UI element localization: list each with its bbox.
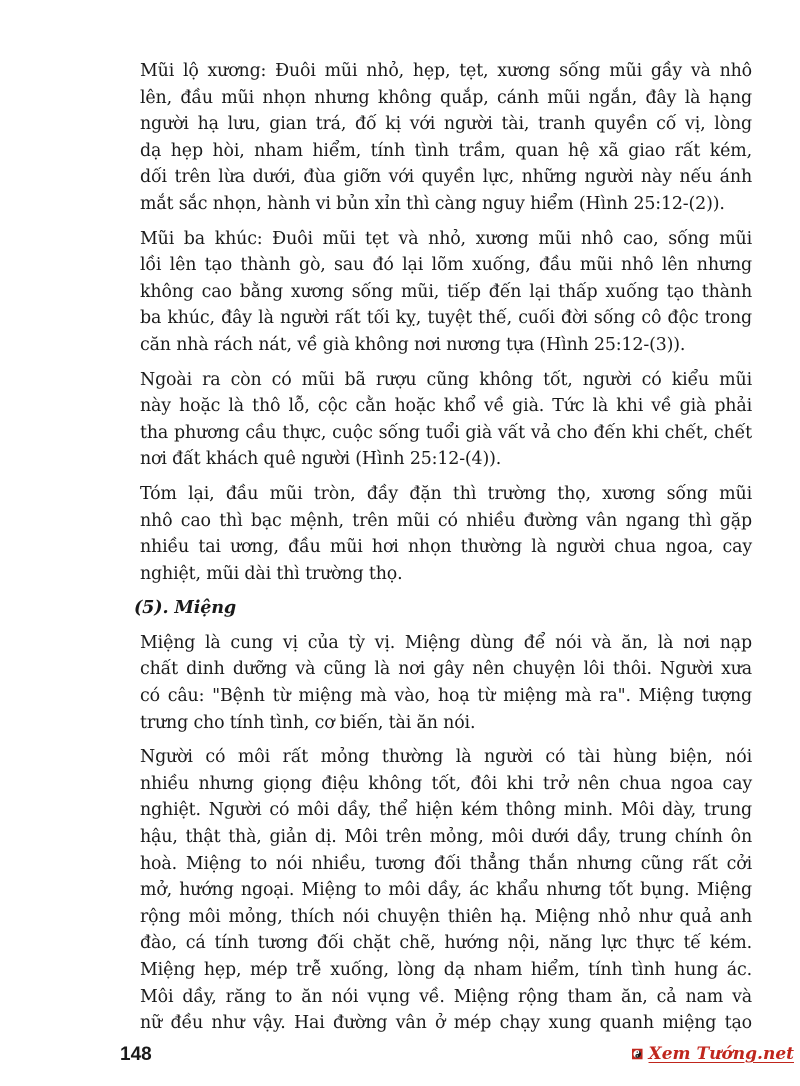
text-line: Miệng hẹp, mép trễ xuống, lòng dạ nham hiểm, tính tình hung ác. — [140, 960, 752, 980]
paragraph — [140, 367, 752, 473]
text-line: Môi dầy, răng to ăn nói vụng về. Miệng rộng tham ăn, cả nam và — [140, 986, 752, 1007]
text-line: hoà. Miệng to nói nhiều, tương đối thẳng thắn nhưng cũng rất cởi — [140, 853, 752, 874]
text-line: Ngoài ra còn có mũi bã rượu cũng không tốt, người có kiểu mũi — [140, 369, 752, 390]
paragraph — [140, 58, 752, 218]
text-line: hậu, thật thà, giản dị. Môi trên mỏng, môi dưới dầy, trung chính ôn — [140, 827, 752, 848]
text-line: lồi lên tạo thành gò, sau đó lại lõm xuống, đầu mũi nhô lên nhưng — [140, 255, 752, 276]
text-line: nhiều nhưng giọng điệu không tốt, đôi khi trở nên chua ngoa cay — [140, 773, 752, 794]
paragraph — [140, 481, 752, 587]
text-line: trưng cho tính tình, cơ biến, tài ăn nói. — [140, 712, 476, 733]
text-line: nơi đất khách quê người (Hình 25:12-(4)). — [140, 449, 502, 470]
text-line: người hạ lưu, gian trá, đố kị với người tài, tranh quyền cố vị, lòng — [140, 114, 752, 135]
text-line: chất dinh dưỡng và cũng là nơi gây nên chuyện lôi thôi. Người xưa — [140, 659, 752, 680]
text-line: dối trên lừa dưới, đùa giỡn với quyền lực, những người này nếu ánh — [140, 167, 752, 188]
text-line: Mũi ba khúc: Đuôi mũi tẹt và nhỏ, xương mũi nhô cao, sống mũi — [140, 228, 752, 249]
paragraph — [140, 630, 752, 736]
text-line: Mũi lộ xương: Đuôi mũi nhỏ, hẹp, tẹt, xương sống mũi gầy và nhô — [140, 61, 752, 81]
page-number: 148 — [120, 1044, 152, 1065]
section-heading: (5). Miệng — [134, 597, 237, 619]
paragraph — [140, 744, 752, 1037]
text-line: lên, đầu mũi nhọn nhưng không quắp, cánh mũi ngắn, đây là hạng — [140, 87, 752, 108]
text-line: căn nhà rách nát, về già không nơi nương tựa (Hình 25:12-(3)). — [140, 334, 686, 355]
text-line: ba khúc, đây là người rất tối kỵ, tuyệt thế, cuối đời sống cô độc trong — [140, 308, 752, 329]
text-line: dạ hẹp hòi, nham hiểm, tính tình trầm, quan hệ xã giao rất kém, — [140, 140, 752, 161]
yin-yang-icon — [632, 1039, 643, 1069]
text-line: không cao bằng xương sống mũi, tiếp đến lại thấp xuống tạo thành — [140, 281, 752, 302]
text-line: Miệng là cung vị của tỳ vị. Miệng dùng để nói và ăn, là nơi nạp — [140, 632, 752, 653]
text-line: này hoặc là thô lỗ, cộc cằn hoặc khổ về già. Tức là khi về già phải — [140, 396, 752, 417]
text-line: tha phương cầu thực, cuộc sống tuổi già vất vả cho đến khi chết, chết — [140, 422, 752, 443]
text-line: Người có môi rất mỏng thường là người có tài hùng biện, nói — [140, 747, 752, 768]
text-line: nữ đều như vậy. Hai đường vân ở mép chạy xung quanh miệng tạo — [140, 1013, 752, 1034]
text-line: nhiều tai ương, đầu mũi hơi nhọn thường là người chua ngoa, cay — [140, 537, 752, 558]
page-body — [134, 58, 752, 1045]
text-line: đào, cá tính tương đối chặt chẽ, hướng nội, năng lực thực tế kém. — [140, 933, 752, 954]
text-line: nhô cao thì bạc mệnh, trên mũi có nhiều đường vân ngang thì gặp — [140, 510, 752, 531]
site-watermark — [632, 1036, 794, 1072]
text-line: có câu: "Bệnh từ miệng mà vào, hoạ từ miệng mà ra". Miệng tượng — [140, 686, 752, 707]
watermark-text: Xem Tướng.net — [648, 1044, 794, 1064]
text-line: nghiệt, mũi dài thì trường thọ. — [140, 563, 403, 584]
text-line: mắt sắc nhọn, hành vi bủn xỉn thì càng nguy hiểm (Hình 25:12-(2)). — [140, 193, 725, 214]
text-line: Tóm lại, đầu mũi tròn, đầy đặn thì trường thọ, xương sống mũi — [140, 483, 752, 504]
text-line: mở, hướng ngoại. Miệng to môi dầy, ác khẩu nhưng tốt bụng. Miệng — [140, 880, 752, 901]
paragraph — [140, 226, 752, 359]
text-line: rộng môi mỏng, thích nói chuyện thiên hạ. Miệng nhỏ như quả anh — [140, 906, 752, 927]
text-line: nghiệt. Người có môi dầy, thể hiện kém thông minh. Môi dày, trung — [140, 800, 752, 821]
